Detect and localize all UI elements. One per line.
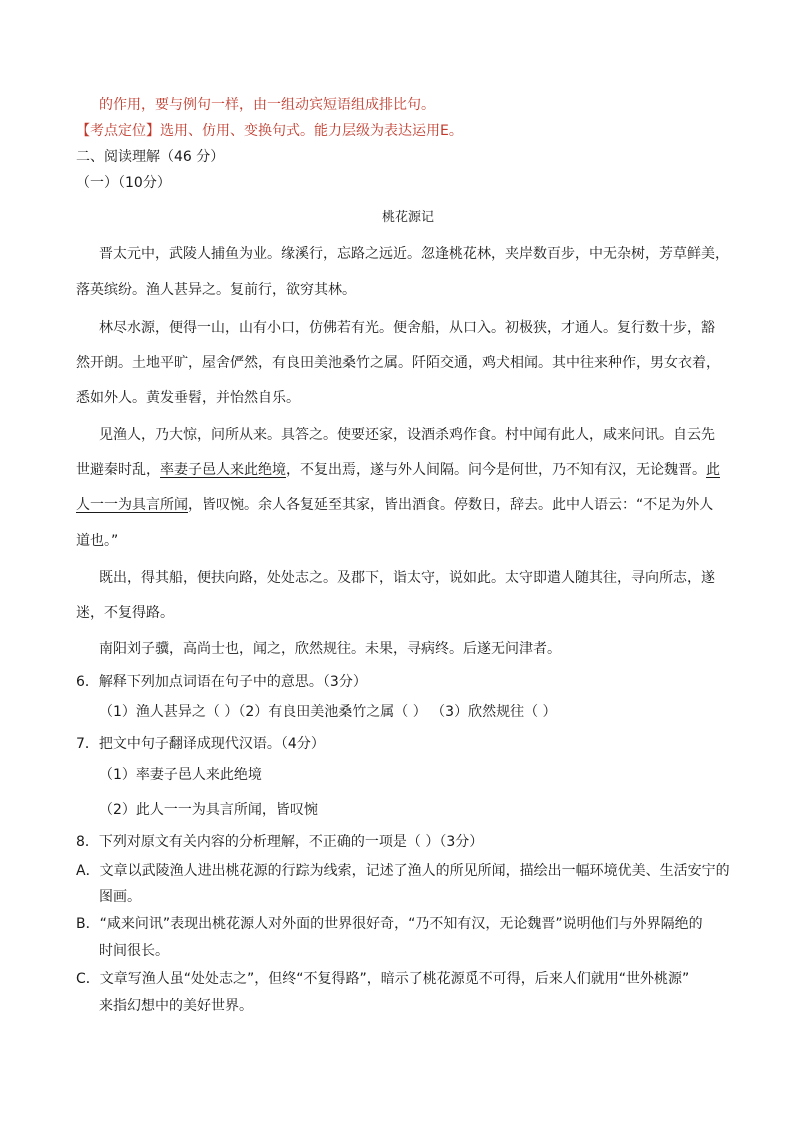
question-8-stem: 8．下列对原文有关内容的分析理解，不正确的一项是（ ）（3分） bbox=[76, 834, 484, 850]
option-c-line-1: C．文章写渔人虽“处处志之”，但终“不复得路”，暗示了桃花源觅不可得，后来人们就用“世外桃源” bbox=[76, 971, 690, 987]
section-heading-reading: 二、阅读理解（46 分） bbox=[76, 149, 225, 165]
passage-paragraph-1-line-1: 晋太元中，武陵人捕鱼为业。缘溪行，忘路之远近。忽逢桃花林，夹岸数百步，中无杂树，芳草鲜美， bbox=[99, 246, 729, 262]
passage-paragraph-2-line-2: 然开朗。土地平旷，屋舍俨然，有良田美池桑竹之属。阡陌交通，鸡犬相闻。其中往来种作，男女衣着， bbox=[76, 355, 720, 371]
passage-paragraph-4-line-1: 既出，得其船，便扶向路，处处志之。及郡下，诣太守，说如此。太守即遣人随其往，寻向所志，遂 bbox=[99, 570, 715, 586]
text-segment: 世避秦时乱， bbox=[76, 462, 160, 478]
underlined-sentence-2-end: 人一一为具言所闻 bbox=[76, 497, 188, 513]
passage-paragraph-2-line-3: 悉如外人。黄发垂髫，并怡然自乐。 bbox=[76, 390, 300, 406]
option-b-line-1: B．“咸来问讯”表现出桃花源人对外面的世界很好奇，“乃不知有汉，无论魏晋”说明他们与外界隔绝的 bbox=[76, 916, 703, 932]
question-6-stem: 6．解释下列加点词语在句子中的意思。（3分） bbox=[76, 674, 367, 690]
question-7-item-1: （1）率妻子邑人来此绝境 bbox=[99, 767, 262, 783]
option-c-line-2: 来指幻想中的美好世界。 bbox=[99, 998, 253, 1014]
question-7-item-2: （2）此人一一为具言所闻，皆叹惋 bbox=[99, 802, 318, 818]
exam-point-text: 选用、仿用、变换句式。能力层级为表达运用E。 bbox=[160, 123, 463, 139]
passage-paragraph-3-line-1: 见渔人，乃大惊，问所从来。具答之。使要还家，设酒杀鸡作食。村中闻有此人，咸来问讯。自云先 bbox=[99, 427, 715, 443]
part-heading-1: （一）（10分） bbox=[76, 175, 171, 191]
passage-paragraph-3-line-3 bbox=[76, 495, 713, 515]
passage-paragraph-2-line-1: 林尽水源，便得一山，山有小口，仿佛若有光。便舍船，从口入。初极狭，才通人。复行数十步，豁 bbox=[99, 320, 715, 336]
text-segment: ，不复出焉，遂与外人间隔。问今是何世，乃不知有汉，无论魏晋。 bbox=[286, 462, 706, 478]
passage-title: 桃花源记 bbox=[382, 210, 435, 225]
passage-paragraph-1-line-2: 落英缤纷。渔人甚异之。复前行，欲穷其林。 bbox=[76, 282, 356, 298]
option-a-line-2: 图画。 bbox=[99, 889, 141, 905]
question-7-stem: 7．把文中句子翻译成现代汉语。（4分） bbox=[76, 736, 325, 752]
exam-point-tag: 【考点定位】 bbox=[76, 123, 160, 139]
question-6-items: （1）渔人甚异之（ ）（2）有良田美池桑竹之属（ ） （3）欣然规往（ ） bbox=[99, 704, 557, 720]
underlined-sentence-1: 率妻子邑人来此绝境 bbox=[160, 462, 286, 478]
passage-paragraph-5: 南阳刘子骥，高尚士也，闻之，欣然规往。未果，寻病终。后遂无问津者。 bbox=[99, 641, 561, 657]
option-a-line-1: A．文章以武陵渔人进出桃花源的行踪为线索，记述了渔人的所见所闻，描绘出一幅环境优美、生活安宁的 bbox=[76, 863, 730, 879]
passage-paragraph-4-line-2: 迷，不复得路。 bbox=[76, 605, 174, 621]
underlined-sentence-2-start: 此 bbox=[706, 462, 720, 478]
exam-point-note bbox=[76, 121, 463, 141]
text-segment: ，皆叹惋。余人各复延至其家，皆出酒食。停数日，辞去。此中人语云：“不足为外人 bbox=[188, 497, 714, 513]
passage-paragraph-3-line-4: 道也。” bbox=[76, 533, 119, 549]
option-b-line-2: 时间很长。 bbox=[99, 943, 169, 959]
passage-paragraph-3-line-2 bbox=[76, 460, 720, 480]
analysis-continuation: 的作用，要与例句一样，由一组动宾短语组成排比句。 bbox=[99, 97, 435, 113]
